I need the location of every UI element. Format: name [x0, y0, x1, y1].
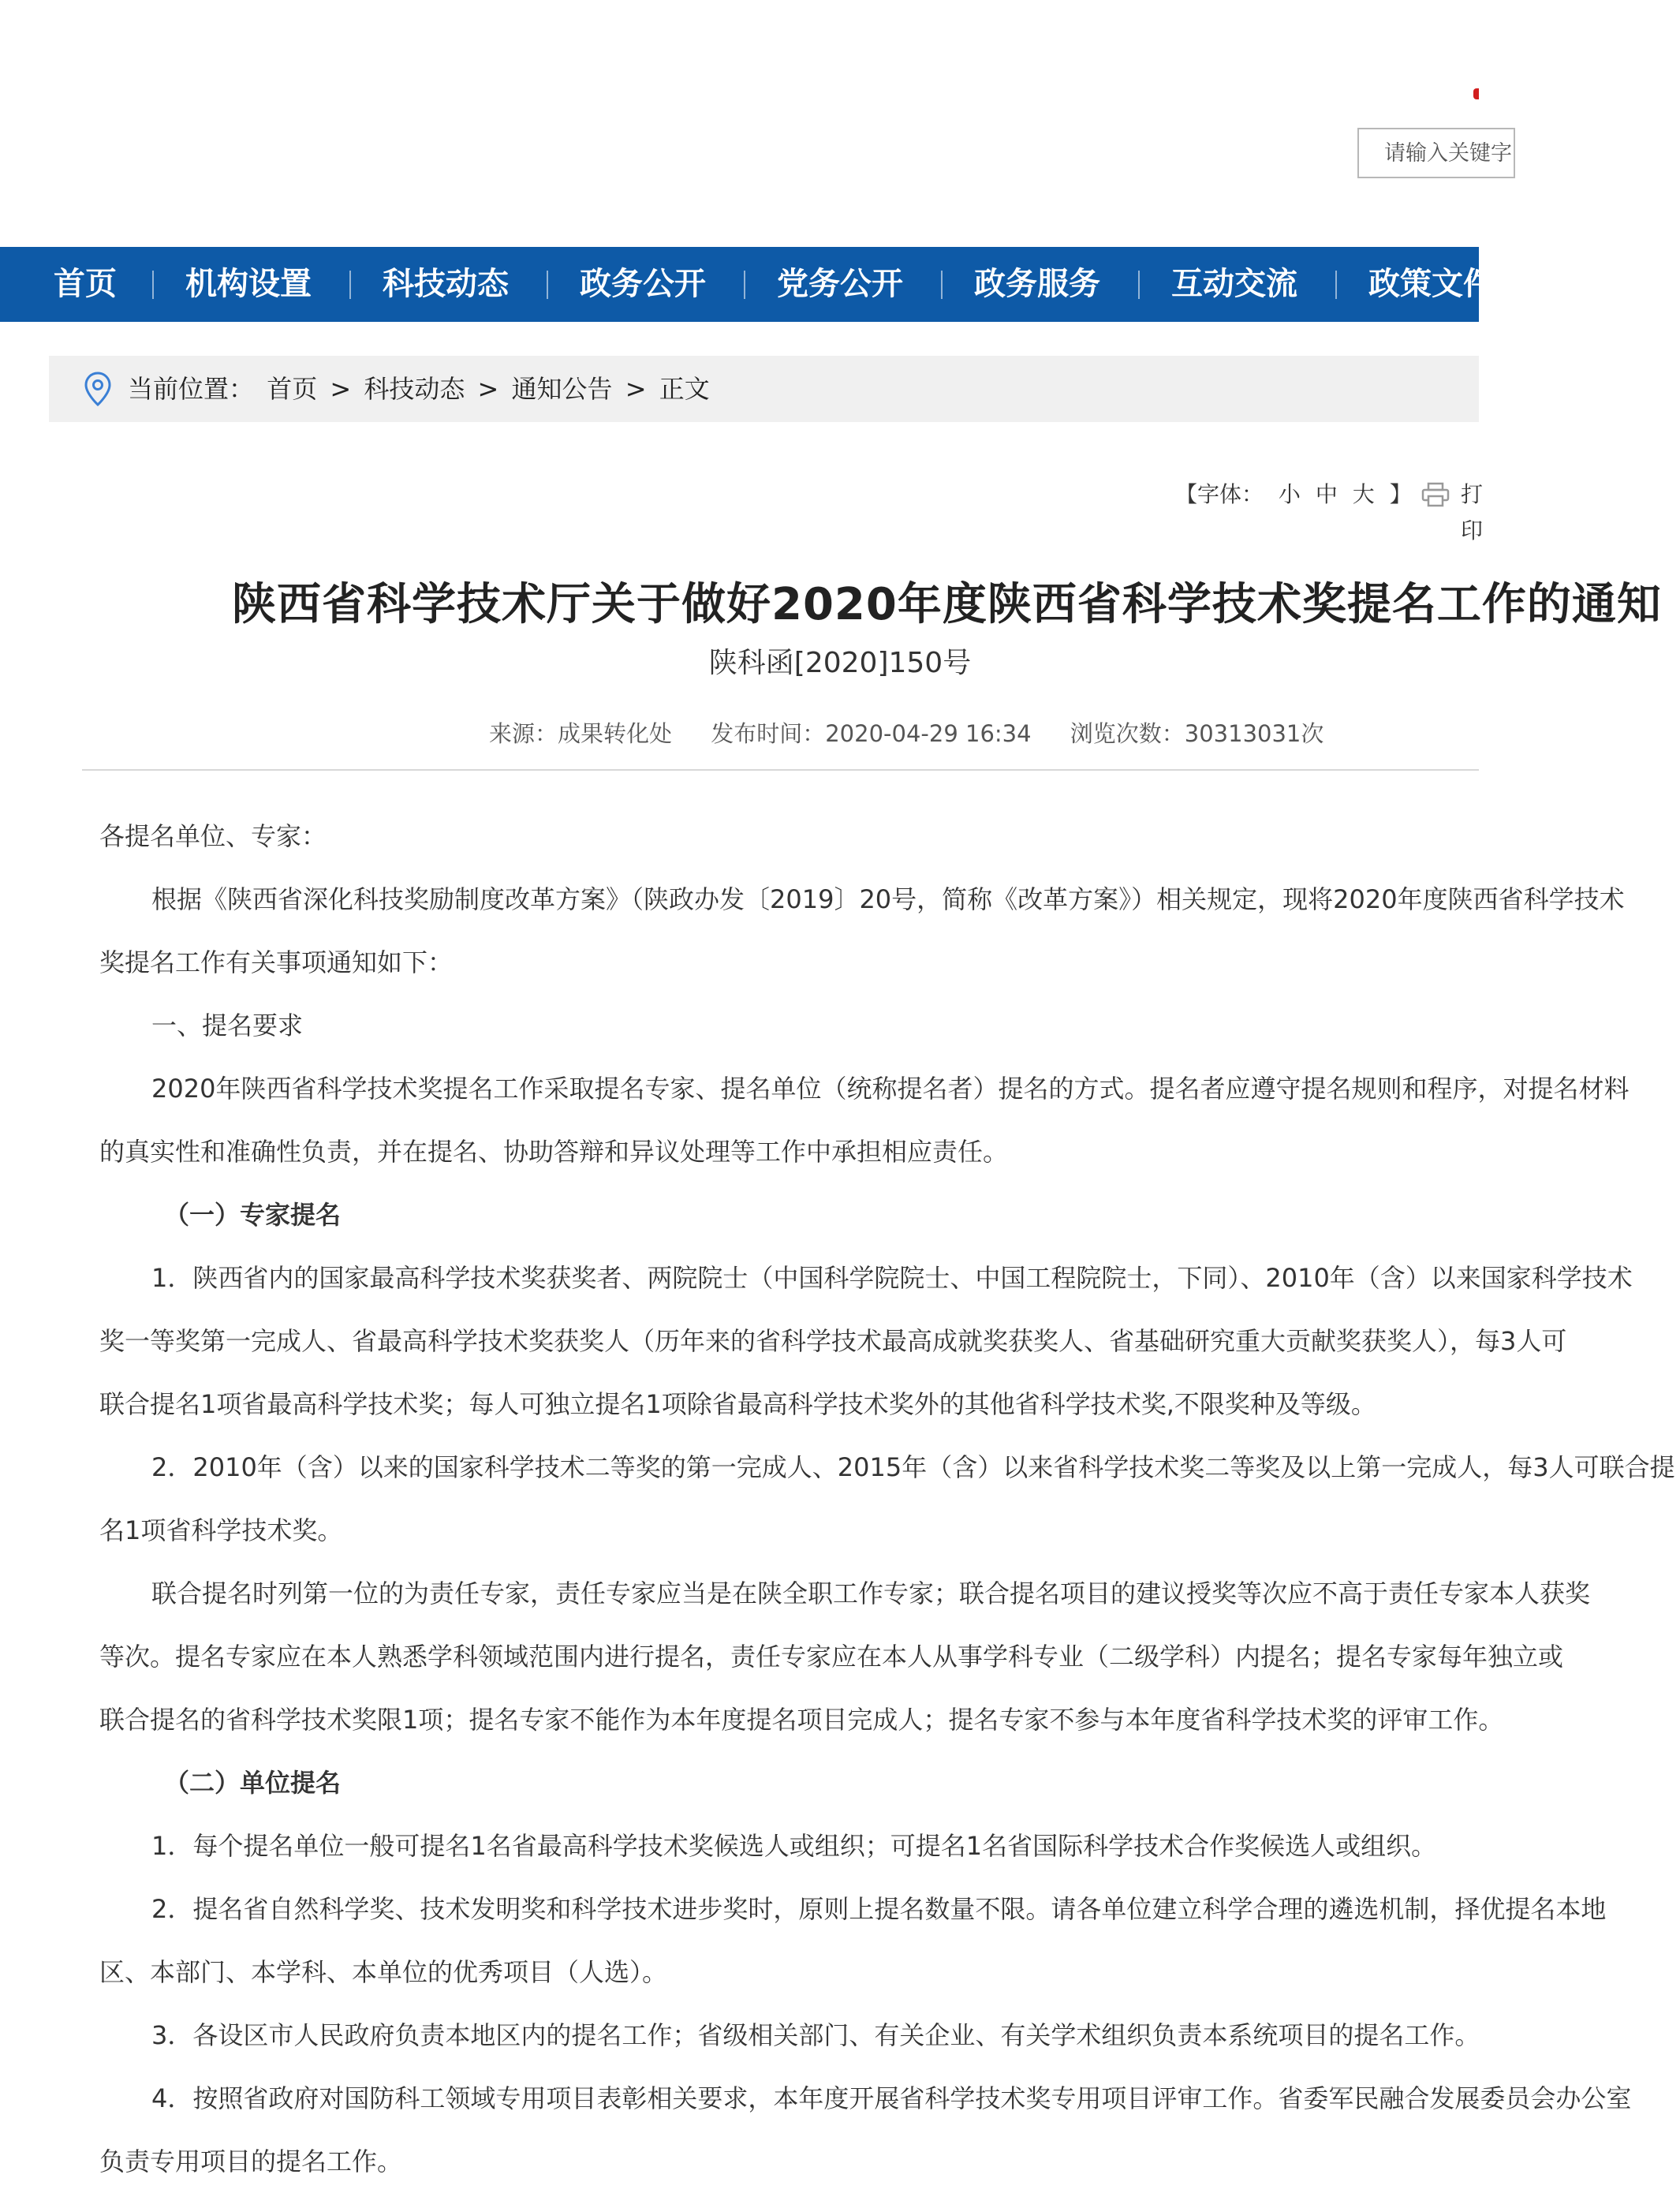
breadcrumb-news[interactable]: 科技动态 [364, 374, 465, 404]
article-publish-time: 发布时间：2020-04-29 16:34 [711, 720, 1032, 747]
breadcrumb [49, 356, 1479, 422]
breadcrumb-separator: > [625, 374, 647, 404]
font-small-button[interactable]: 小 [1278, 481, 1301, 507]
paragraph: 根据《陕西省深化科技奖励制度改革方案》（陕政办发〔2019〕20号，简称《改革方案》）相关规定，现将2020年度陕西省科学技术 [151, 884, 1625, 914]
paragraph-continued: 联合提名的省科学技术奖限1项；提名专家不能作为本年度提名项目完成人；提名专家不参与本年度省科学技术奖的评审工作。 [99, 1705, 1504, 1735]
nav-separator [744, 271, 745, 299]
article-title: 陕西省科学技术厅关于做好2020年度陕西省科学技术奖提名工作的通知 [232, 579, 1662, 630]
breadcrumb-notices[interactable]: 通知公告 [511, 374, 613, 404]
nav-separator [152, 271, 154, 299]
paragraph: 2．提名省自然科学奖、技术发明奖和科学技术进步奖时，原则上提名数量不限。请各单位建立科学合理的遴选机制，择优提名本地 [151, 1894, 1607, 1924]
font-size-tools [1175, 476, 1420, 513]
paragraph-continued: 联合提名1项省最高科学技术奖；每人可独立提名1项除省最高科学技术奖外的其他省科学技术奖,不限奖种及等级。 [99, 1389, 1376, 1419]
paragraph-continued: 奖一等奖第一完成人、省最高科学技术奖获奖人（历年来的省科学技术最高成就奖获奖人、省基础研究重大贡献奖获奖人），每3人可 [99, 1326, 1567, 1356]
nav-separator [349, 271, 351, 299]
breadcrumb-separator: > [477, 374, 499, 404]
paragraph-continued: 等次。提名专家应在本人熟悉学科领域范围内进行提名，责任专家应在本人从事学科专业（二级学科）内提名；提名专家每年独立或 [99, 1642, 1564, 1672]
nav-item-interaction[interactable]: 互动交流 [1171, 266, 1297, 302]
paragraph: 3．各设区市人民政府负责本地区内的提名工作；省级相关部门、有关企业、有关学术组织负责本系统项目的提名工作。 [151, 2020, 1480, 2050]
search-box[interactable] [1357, 128, 1515, 178]
nav-item-organization[interactable]: 机构设置 [185, 266, 312, 302]
nav-item-party-affairs[interactable]: 党务公开 [777, 266, 903, 302]
nav-item-home[interactable]: 首页 [54, 266, 117, 302]
divider [82, 769, 1479, 771]
paragraph-continued: 区、本部门、本学科、本单位的优秀项目（人选）。 [99, 1957, 668, 1987]
font-close-bracket: 】 [1389, 481, 1412, 507]
nav-item-news[interactable]: 科技动态 [383, 266, 509, 302]
paragraph: 联合提名时列第一位的为责任专家，责任专家应当是在陕全职工作专家；联合提名项目的建议授奖等次应不高于责任专家本人获奖 [151, 1578, 1591, 1608]
paragraph: 2020年陕西省科学技术奖提名工作采取提名专家、提名单位（统称提名者）提名的方式。提名者应遵守提名规则和程序，对提名材料 [151, 1074, 1630, 1104]
nav-item-policy[interactable]: 政策文件 [1368, 266, 1495, 302]
location-pin-icon [84, 372, 112, 406]
printer-icon[interactable] [1421, 482, 1450, 507]
header-decoration [1473, 88, 1479, 99]
nav-separator [1138, 271, 1140, 299]
article-views: 浏览次数：30313031次 [1070, 720, 1324, 747]
paragraph: 1．陕西省内的国家最高科学技术奖获奖者、两院院士（中国科学院院士、中国工程院院士，下同）、2010年（含）以来国家科学技术 [151, 1263, 1633, 1293]
nav-separator [547, 271, 548, 299]
nav-separator [1335, 271, 1337, 299]
document-number: 陕科函[2020]150号 [708, 647, 972, 679]
paragraph-continued: 奖提名工作有关事项通知如下： [99, 947, 454, 977]
search-input[interactable] [1359, 129, 1514, 177]
breadcrumb-home[interactable]: 首页 [267, 374, 318, 404]
nav-item-government-affairs[interactable]: 政务公开 [580, 266, 706, 302]
site-header [0, 0, 1479, 247]
print-button[interactable]: 打印 [1461, 481, 1484, 544]
article-body [99, 805, 1675, 2193]
font-large-button[interactable]: 大 [1352, 481, 1375, 507]
article-meta [489, 716, 1355, 749]
paragraph-continued: 负责专用项目的提名工作。 [99, 2146, 403, 2176]
breadcrumb-label: 当前位置： [128, 374, 255, 404]
paragraph: 4．按照省政府对国防科工领域专用项目表彰相关要求，本年度开展省科学技术奖专用项目评审工作。省委军民融合发展委员会办公室 [151, 2083, 1632, 2113]
paragraph-continued: 名1项省科学技术奖。 [99, 1515, 343, 1545]
paragraph: 1．每个提名单位一般可提名1名省最高科学技术奖候选人或组织；可提名1名省国际科学技术合作奖候选人或组织。 [151, 1831, 1437, 1861]
breadcrumb-current: 正文 [659, 374, 710, 404]
salutation: 各提名单位、专家： [99, 821, 327, 851]
paragraph: 2．2010年（含）以来的国家科学技术二等奖的第一完成人、2015年（含）以来省科学技术奖二等奖及以上第一完成人，每3人可联合提 [151, 1452, 1675, 1482]
nav-separator [941, 271, 943, 299]
main-nav [0, 247, 1495, 322]
breadcrumb-separator: > [330, 374, 352, 404]
font-medium-button[interactable]: 中 [1315, 481, 1338, 507]
subsection-heading: （一）专家提名 [164, 1200, 342, 1230]
font-label: 【字体： [1175, 481, 1264, 507]
paragraph-continued: 的真实性和准确性负责，并在提名、协助答辩和异议处理等工作中承担相应责任。 [99, 1137, 1009, 1167]
nav-item-services[interactable]: 政务服务 [974, 266, 1100, 302]
breadcrumb-text [128, 356, 715, 422]
article-source: 来源：成果转化处 [489, 720, 673, 747]
section-heading: 一、提名要求 [151, 1011, 304, 1040]
subsection-heading: （二）单位提名 [164, 1768, 342, 1798]
